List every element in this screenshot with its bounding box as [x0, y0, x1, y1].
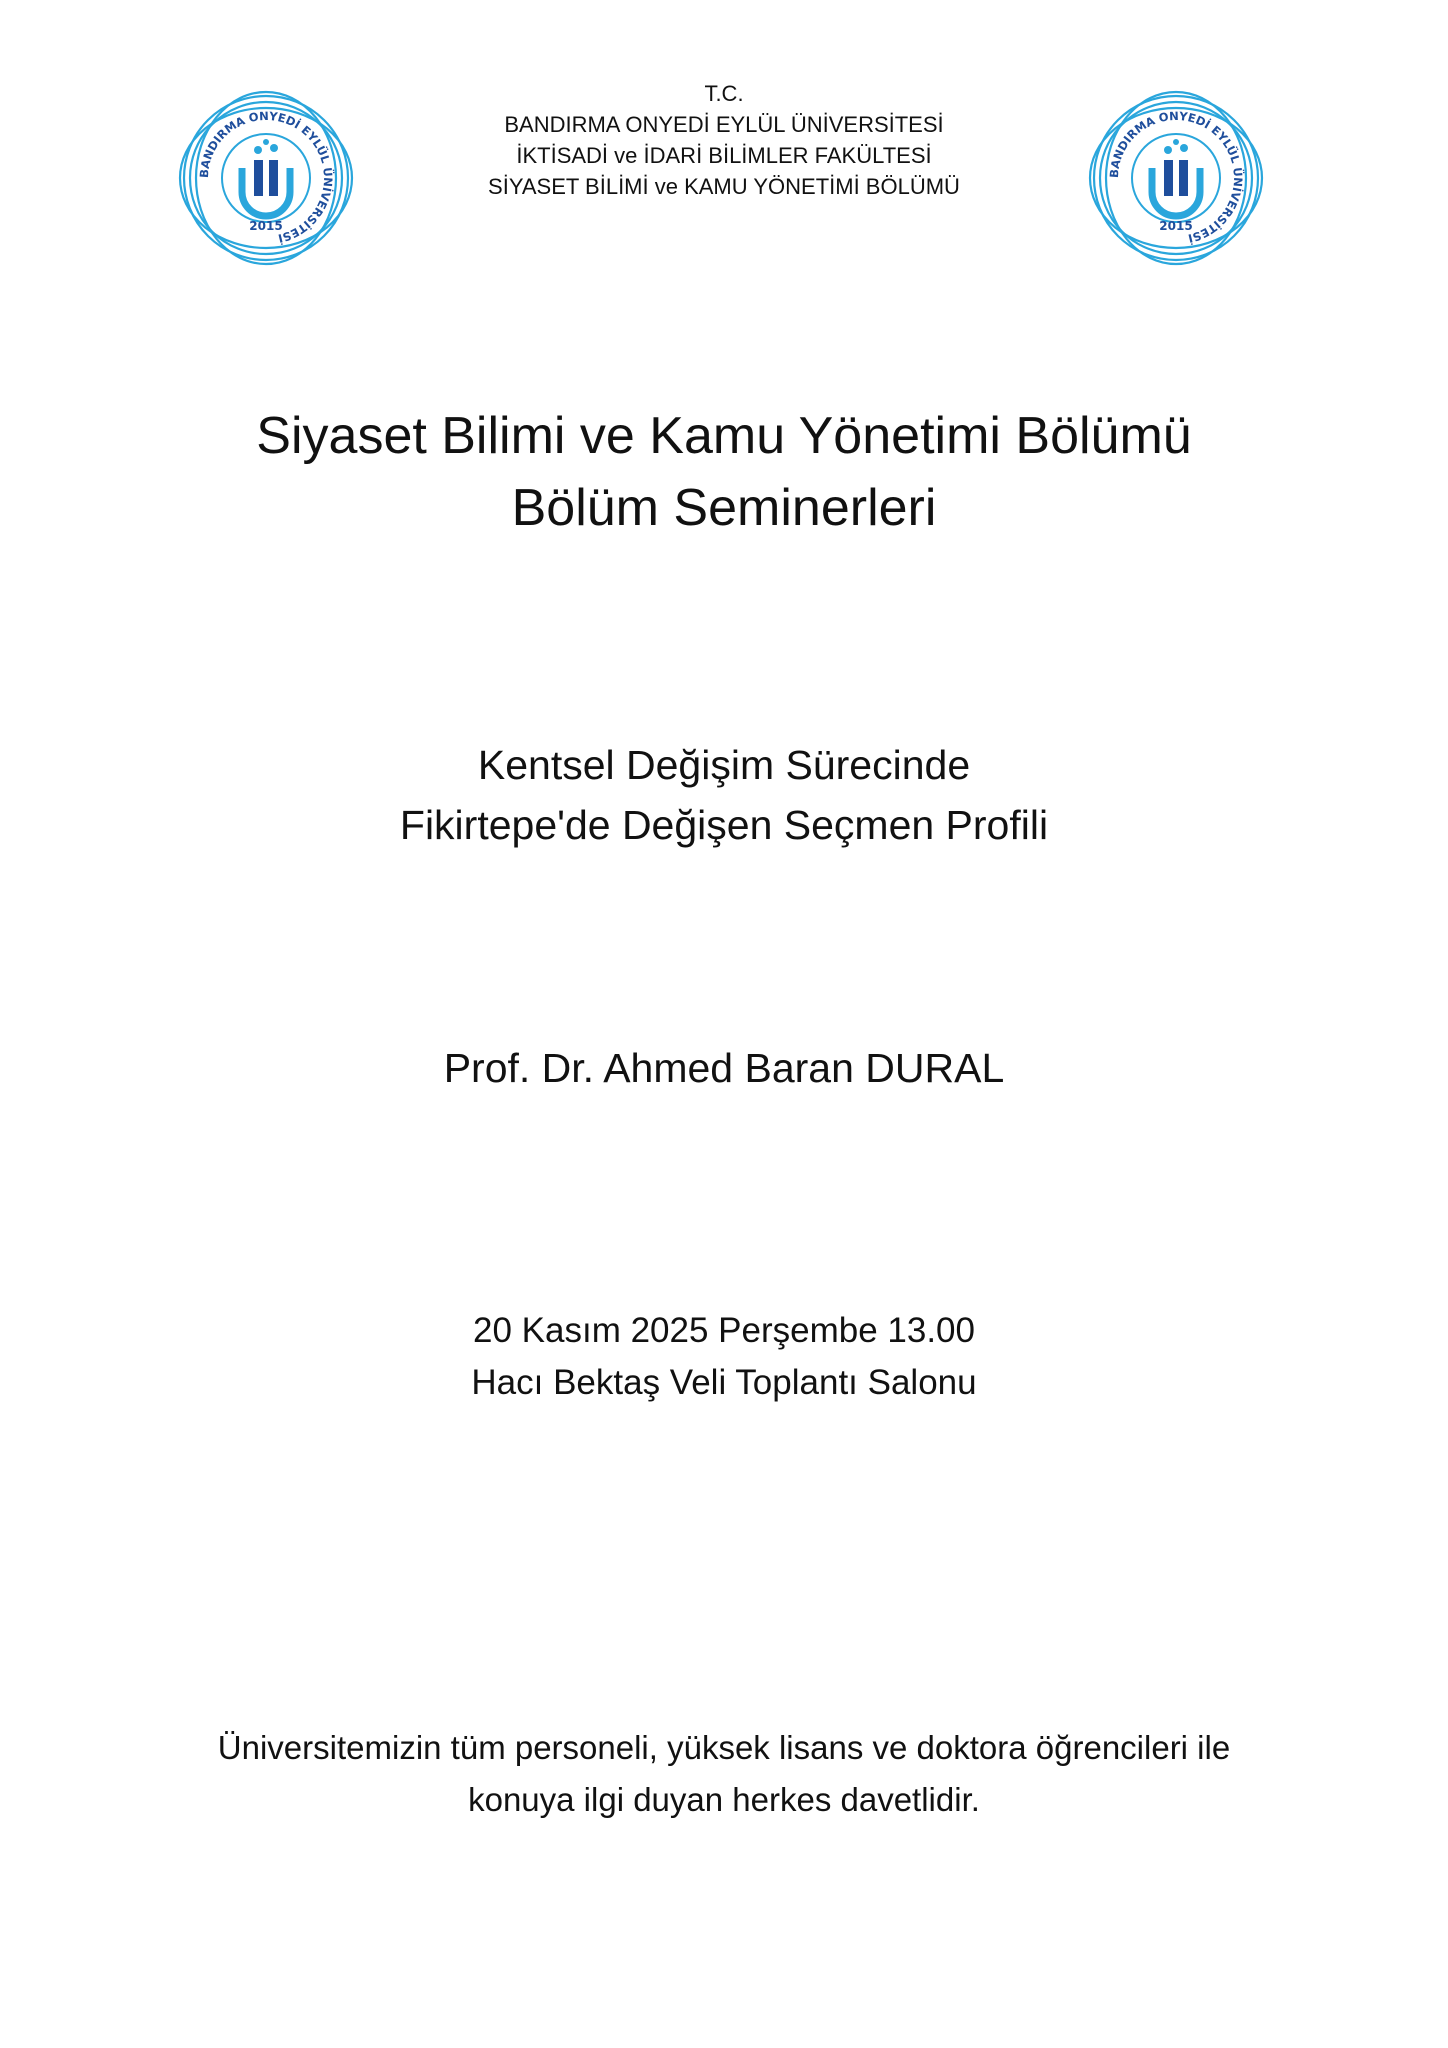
header-line-department: SİYASET BİLİMİ ve KAMU YÖNETİMİ BÖLÜMÜ	[488, 174, 960, 199]
university-logo-left	[176, 88, 356, 268]
header-line-tc: T.C.	[704, 81, 744, 106]
topic-line-2: Fikirtepe'de Değişen Seçmen Profili	[399, 802, 1049, 848]
speaker-name: Prof. Dr. Ahmed Baran DURAL	[443, 1045, 1005, 1091]
svg-text:BANDIRMA ONYEDİ EYLÜL ÜNİVERSİ: BANDIRMA ONYEDİ EYLÜL ÜNİVERSİTESİ	[1106, 108, 1246, 246]
seminar-topic	[0, 735, 1448, 855]
topic-line-1: Kentsel Değişim Sürecinde	[477, 742, 971, 788]
institution-header	[430, 78, 1018, 202]
invitation-line-1: Üniversitemizin tüm personeli, yüksek lisans ve doktora öğrencileri ile	[217, 1729, 1231, 1766]
invitation-text	[120, 1722, 1328, 1826]
university-seal-icon	[1086, 88, 1266, 268]
header-line-university: BANDIRMA ONYEDİ EYLÜL ÜNİVERSİTESİ	[504, 112, 944, 137]
svg-text:2015: 2015	[249, 219, 283, 233]
title-line-department: Siyaset Bilimi ve Kamu Yönetimi Bölümü	[256, 407, 1192, 465]
svg-text:2015: 2015	[1159, 219, 1193, 233]
event-location: Hacı Bektaş Veli Toplantı Salonu	[471, 1363, 977, 1402]
event-datetime: 20 Kasım 2025 Perşembe 13.00	[473, 1311, 975, 1350]
event-details	[0, 1305, 1448, 1409]
svg-text:BANDIRMA ONYEDİ EYLÜL ÜNİVERSİ: BANDIRMA ONYEDİ EYLÜL ÜNİVERSİTESİ	[196, 108, 336, 246]
title-line-seminars: Bölüm Seminerleri	[511, 479, 937, 537]
university-logo-right	[1086, 88, 1266, 268]
header-line-faculty: İKTİSADİ ve İDARİ BİLİMLER FAKÜLTESİ	[516, 143, 932, 168]
invitation-line-2: konuya ilgi duyan herkes davetlidir.	[468, 1781, 980, 1818]
seminar-title	[0, 400, 1448, 544]
university-seal-icon	[176, 88, 356, 268]
